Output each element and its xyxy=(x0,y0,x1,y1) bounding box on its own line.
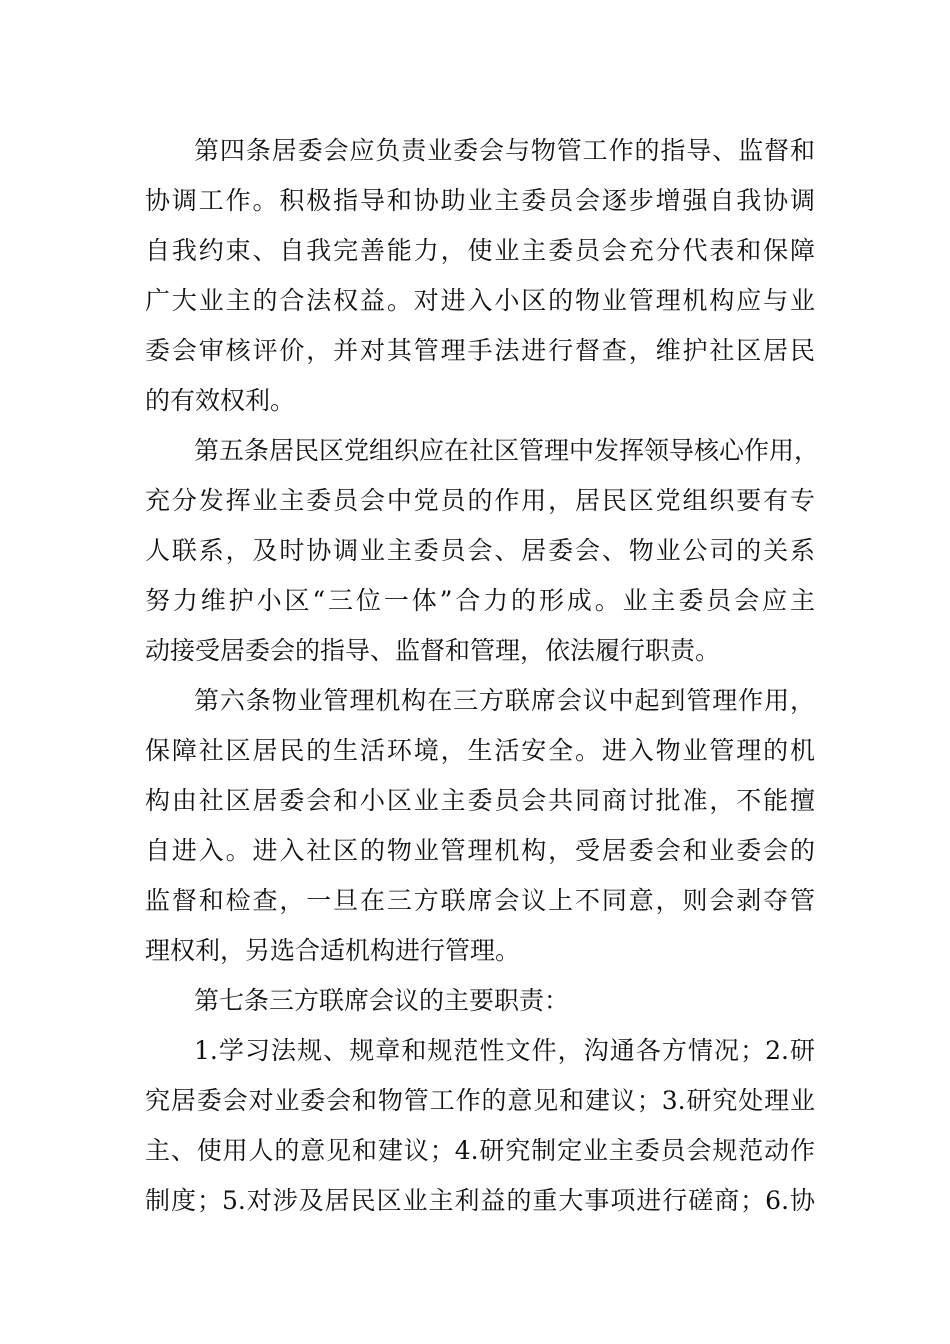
paragraph-4-line-2: 协调工作。积极指导和协助业主委员会逐步增强自我协调 xyxy=(145,186,815,215)
paragraph-8-line-3: 主、使用人的意见和建议；4.研究制定业主委员会规范动作 xyxy=(145,1136,815,1165)
paragraph-4-line-4: 广大业主的合法权益。对进入小区的物业管理机构应与业 xyxy=(145,286,815,315)
paragraph-7-heading: 第七条三方联席会议的主要职责： xyxy=(194,986,570,1015)
paragraph-6-line-6: 理权利，另选合适机构进行管理。 xyxy=(145,936,521,965)
paragraph-6-line-2: 保障社区居民的生活环境，生活安全。进入物业管理的机 xyxy=(145,736,815,765)
paragraph-5-line-3: 人联系，及时协调业主委员会、居委会、物业公司的关系 xyxy=(145,536,815,565)
paragraph-4-line-3: 自我约束、自我完善能力，使业主委员会充分代表和保障 xyxy=(145,236,815,265)
paragraph-5-line-5: 动接受居委会的指导、监督和管理，依法履行职责。 xyxy=(145,636,721,665)
paragraph-4-line-5: 委会审核评价，并对其管理手法进行督查，维护社区居民 xyxy=(145,336,815,365)
paragraph-4-line-1: 第四条居委会应负责业委会与物管工作的指导、监督和 xyxy=(194,136,815,165)
paragraph-8-line-4: 制度；5.对涉及居民区业主利益的重大事项进行磋商；6.协 xyxy=(145,1186,815,1215)
paragraph-5-line-2: 充分发挥业主委员会中党员的作用，居民区党组织要有专 xyxy=(145,486,815,515)
paragraph-5-line-1: 第五条居民区党组织应在社区管理中发挥领导核心作用， xyxy=(194,436,820,465)
paragraph-8-line-2: 究居委会对业委会和物管工作的意见和建议；3.研究处理业 xyxy=(145,1086,815,1115)
paragraph-6-line-5: 监督和检查，一旦在三方联席会议上不同意，则会剥夺管 xyxy=(145,886,815,915)
paragraph-4-line-6: 的有效权利。 xyxy=(145,386,296,415)
paragraph-6-line-4: 自进入。进入社区的物业管理机构，受居委会和业委会的 xyxy=(145,836,815,865)
paragraph-8-line-1: 1.学习法规、规章和规范性文件，沟通各方情况；2.研 xyxy=(194,1036,815,1065)
paragraph-5-line-4: 努力维护小区“三位一体”合力的形成。业主委员会应主 xyxy=(145,586,815,615)
paragraph-6-line-3: 构由社区居委会和小区业主委员会共同商讨批准，不能擅 xyxy=(145,786,815,815)
paragraph-6-line-1: 第六条物业管理机构在三方联席会议中起到管理作用， xyxy=(194,686,815,715)
